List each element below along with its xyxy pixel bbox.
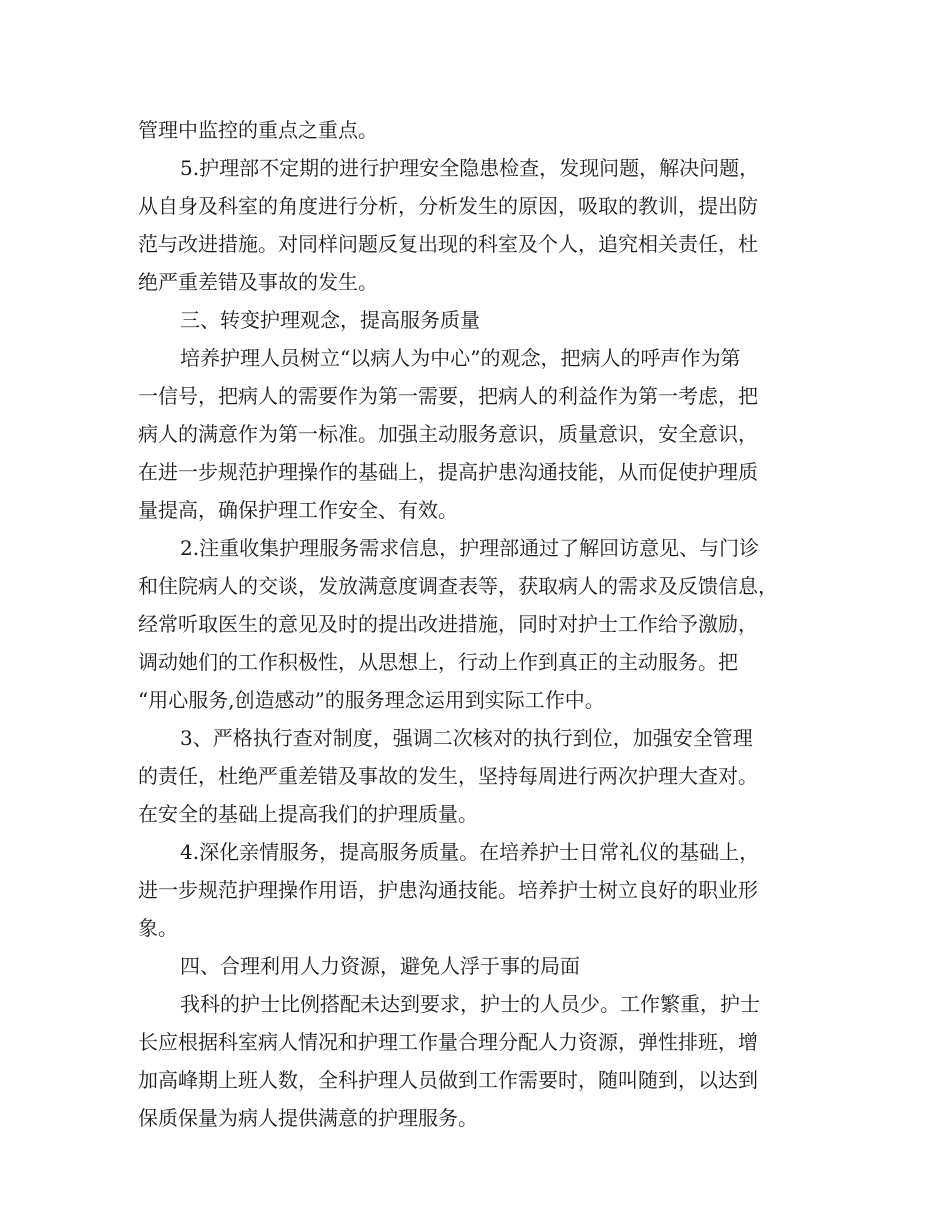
paragraph-start: 我科的护士比例搭配未达到要求，护士的人员少。工作繁重，护士 (180, 992, 760, 1016)
text-line: 管理中监控的重点之重点。 (138, 118, 378, 142)
text-line: 的责任，杜绝严重差错及事故的发生，坚持每周进行两次护理大查对。 (138, 764, 758, 788)
text-line: “用心服务,创造感动”的服务理念运用到实际工作中。 (138, 688, 605, 712)
text-line: 进一步规范护理操作用语，护患沟通技能。培养护士树立良好的职业形 (138, 878, 758, 902)
text-line: 一信号，把病人的需要作为第一需要，把病人的利益作为第一考虑，把 (138, 384, 758, 408)
section-heading-4: 四、合理利用人力资源，避免人浮于事的局面 (180, 954, 580, 978)
text-line: 加高峰期上班人数，全科护理人员做到工作需要时，随叫随到，以达到 (138, 1068, 758, 1092)
paragraph-item-4: 4.深化亲情服务，提高服务质量。在培养护士日常礼仪的基础上， (180, 840, 760, 864)
text-line: 长应根据科室病人情况和护理工作量合理分配人力资源，弹性排班，增 (138, 1030, 758, 1054)
text-line: 和住院病人的交谈，发放满意度调查表等，获取病人的需求及反馈信息， (138, 574, 778, 598)
paragraph-item-5: 5.护理部不定期的进行护理安全隐患检查，发现问题，解决问题， (180, 156, 760, 180)
paragraph-item-3: 3、严格执行查对制度，强调二次核对的执行到位，加强安全管理 (180, 726, 753, 750)
text-line: 从自身及科室的角度进行分析，分析发生的原因，吸取的教训，提出防 (138, 194, 758, 218)
text-line: 病人的满意作为第一标准。加强主动服务意识，质量意识，安全意识， (138, 422, 758, 446)
text-line: 象。 (138, 916, 178, 940)
paragraph-start: 培养护理人员树立“以病人为中心”的观念，把病人的呼声作为第 (180, 346, 741, 370)
text-line: 调动她们的工作积极性，从思想上，行动上作到真正的主动服务。把 (138, 650, 738, 674)
text-line: 保质保量为病人提供满意的护理服务。 (138, 1106, 478, 1130)
paragraph-item-2: 2.注重收集护理服务需求信息，护理部通过了解回访意见、与门诊 (180, 536, 760, 560)
text-line: 量提高，确保护理工作安全、有效。 (138, 498, 458, 522)
text-line: 经常听取医生的意见及时的提出改进措施，同时对护士工作给予激励， (138, 612, 758, 636)
text-line: 在进一步规范护理操作的基础上，提高护患沟通技能，从而促使护理质 (138, 460, 758, 484)
text-line: 绝严重差错及事故的发生。 (138, 270, 378, 294)
text-line: 在安全的基础上提高我们的护理质量。 (138, 802, 478, 826)
section-heading-3: 三、转变护理观念，提高服务质量 (180, 308, 480, 332)
text-line: 范与改进措施。对同样问题反复出现的科室及个人，追究相关责任，杜 (138, 232, 758, 256)
